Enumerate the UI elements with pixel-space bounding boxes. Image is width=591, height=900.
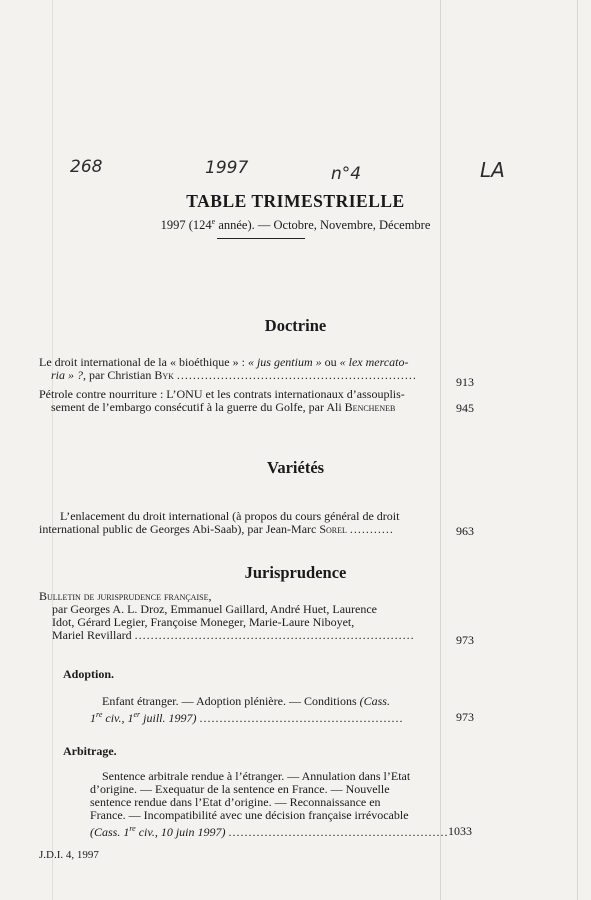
page-number: 963 — [456, 524, 474, 538]
subheading-adoption: Adoption. — [63, 667, 115, 681]
subheading-arbitrage: Arbitrage. — [63, 744, 117, 758]
title-rule — [217, 238, 305, 239]
page-title: TABLE TRIMESTRIELLE — [186, 191, 405, 211]
handwritten-note-year: 1997 — [205, 158, 249, 178]
arbitrage-entry: Sentence arbitrale rendue à l’étranger. — Annulation dans l’Etat d’origine. — Exequatur de la sentence en France. — Nouvelle sentence rendue dans l’Etat d’origine. — Reconnaissance en France. — Incompatibilité avec une décision française irrévocable (Cass. 1re civ., 10 juin 1997) ....................................................... — [90, 769, 449, 839]
jurisprudence-bulletin: Bulletin de jurisprudence française, par Georges A. L. Droz, Emmanuel Gaillard, André Huet, Laurence Idot, Gérard Legier, Françoise Moneger, Marie-Laure Niboyet, Mariel Revillard ...................................................................... — [39, 589, 415, 642]
doctrine-entry-2: Pétrole contre nourriture : L’ONU et les contrats internationaux d’assouplis- sement de l’embargo consécutif à la guerre du Golfe, par Ali Bencheneb — [39, 387, 405, 414]
adoption-entry: Enfant étranger. — Adoption plénière. — Conditions (Cass. 1re civ., 1er juill. 1997) ................................................... — [90, 694, 404, 725]
issue-dates: 1997 (124e année). — Octobre, Novembre, Décembre — [160, 217, 431, 233]
footer-citation: J.D.I. 4, 1997 — [39, 849, 99, 861]
doctrine-entry-1: Le droit international de la « bioéthique » : « jus gentium » ou « lex mercato- ria » ?, par Christian Byk ............................................................ — [39, 355, 417, 382]
page-number: 945 — [456, 401, 474, 415]
handwritten-note-la: LA — [480, 158, 505, 182]
handwritten-note-issue: n°4 — [331, 164, 362, 184]
page-edge-line — [577, 0, 578, 900]
page-number: 913 — [456, 375, 474, 389]
section-heading-doctrine: Doctrine — [264, 316, 327, 335]
page-margin-line — [52, 0, 53, 900]
page-fold-line — [440, 0, 441, 900]
varietes-entry: L’enlacement du droit international (à propos du cours général de droit international public de Georges Abi-Saab), par Jean-Marc Sorel ........... — [39, 509, 400, 536]
handwritten-note-268: 268 — [70, 157, 103, 177]
section-heading-jurisprudence: Jurisprudence — [244, 563, 347, 582]
section-heading-varietes: Variétés — [266, 458, 325, 477]
page-number: 973 — [456, 633, 474, 647]
page-number: 1033 — [448, 824, 472, 838]
page-number: 973 — [456, 710, 474, 724]
